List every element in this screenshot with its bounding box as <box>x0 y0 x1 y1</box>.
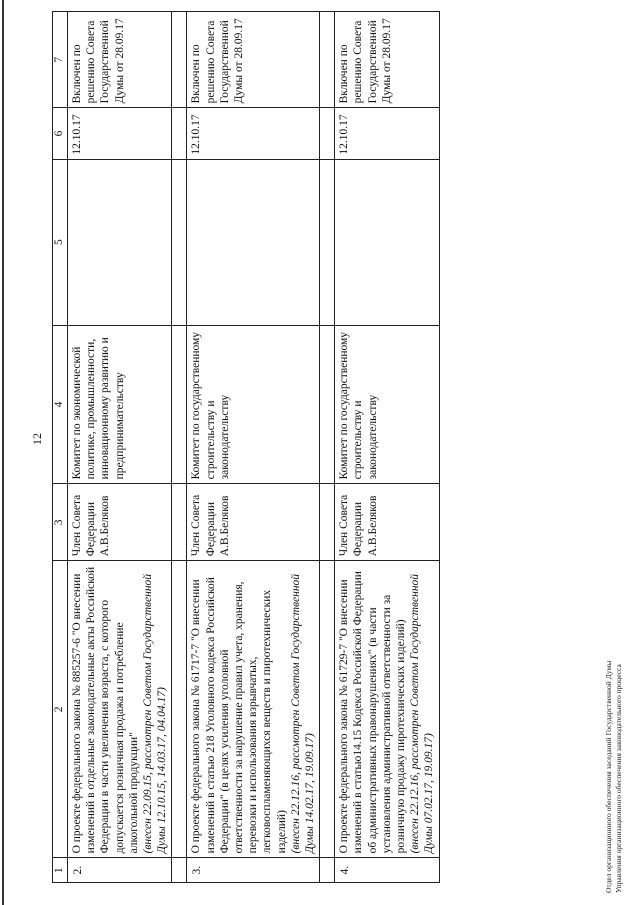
author-cell: Член Совета Федерации А.В.Беляков <box>68 484 172 561</box>
table-row <box>68 12 172 883</box>
table-row <box>335 12 439 883</box>
committee-cell: Комитет по государственному строительству и законодательству <box>187 325 320 484</box>
col5-cell <box>68 159 172 325</box>
bill-title: О проекте федерального закона № 61729-7 "О внесении изменений в статью14.15 Кодекса Российской Федерации об административных правонарушениях" (в части установления административной ответственности за розничную продажу пиротехнических изделий) <box>338 571 408 854</box>
col-header-7: 7 <box>53 12 68 108</box>
date-cell: 12.10.17 <box>187 108 320 159</box>
date-cell: 12.10.17 <box>335 108 439 159</box>
bill-cell <box>68 561 172 858</box>
header-row <box>53 12 68 883</box>
row-number: 4. <box>335 858 439 883</box>
bill-note: (внесен 22.12.16, рассмотрен Советом Государственной Думы 14.02.17, 19.09.17) <box>289 573 317 854</box>
bill-cell <box>187 561 320 858</box>
date-cell: 12.10.17 <box>68 108 172 159</box>
row-gap <box>320 12 335 883</box>
footer-line-1: Отдел организационного обеспечения заседаний Государственной Думы <box>604 660 613 893</box>
committee-cell: Комитет по государственному строительству и законодательству <box>335 325 439 484</box>
decision-cell: Включен по решению Совета Государственной Думы от 28.09.17 <box>68 12 172 108</box>
footer <box>604 661 623 893</box>
col-header-5: 5 <box>53 159 68 325</box>
col5-cell <box>335 159 439 325</box>
author-cell: Член Совета Федерации А.В.Беляков <box>335 484 439 561</box>
decision-cell: Включен по решению Совета Государственной Думы от 28.09.17 <box>335 12 439 108</box>
author-cell: Член Совета Федерации А.В.Беляков <box>187 484 320 561</box>
bill-title: О проекте федерального закона № 885257-6 "О внесении изменений в отдельные законодательные акты Российской Федерации в части увеличения возраста, с которого допускается розничная продажа и потребление алкогольной продукции" <box>71 566 140 854</box>
top-rule <box>2 0 4 905</box>
row-gap <box>172 12 187 883</box>
bill-note: (внесен 22.12.16, рассмотрен Советом Государственной Думы 07.02.17, 19.09.17) <box>409 573 436 854</box>
bill-title: О проекте федерального закона № 61717-7 "О внесении изменений в статью 218 Уголовного кодекса Российской Федерации" (в целях усиления уголовной ответственности за нарушение правил учета, хранения, перевозки и использования взрывчатых, легковоспламеняющихся веществ и пиротехнических изделий) <box>190 577 288 854</box>
bill-note: (внесен 22.09.15, рассмотрен Советом Государственной Думы 12.10.15, 14.03.17, 04.04.17) <box>142 573 169 854</box>
agenda-table <box>52 11 440 883</box>
row-number: 2. <box>68 858 172 883</box>
decision-cell: Включен по решению Совета Государственной Думы от 28.09.17 <box>187 12 320 108</box>
col-header-1: 1 <box>53 858 68 883</box>
col5-cell <box>187 159 320 325</box>
col-header-4: 4 <box>53 325 68 484</box>
col-header-6: 6 <box>53 108 68 159</box>
bill-cell <box>335 561 439 858</box>
committee-cell: Комитет по экономической политике, промышленности, инновационному развитию и предпринимательству <box>68 325 172 484</box>
col-header-3: 3 <box>53 484 68 561</box>
page-number: 12 <box>30 433 44 445</box>
col-header-2: 2 <box>53 561 68 858</box>
footer-line-2: Управления организационного обеспечения законодательного процесса <box>613 664 623 893</box>
row-number: 3. <box>187 858 320 883</box>
table-row <box>187 12 320 883</box>
